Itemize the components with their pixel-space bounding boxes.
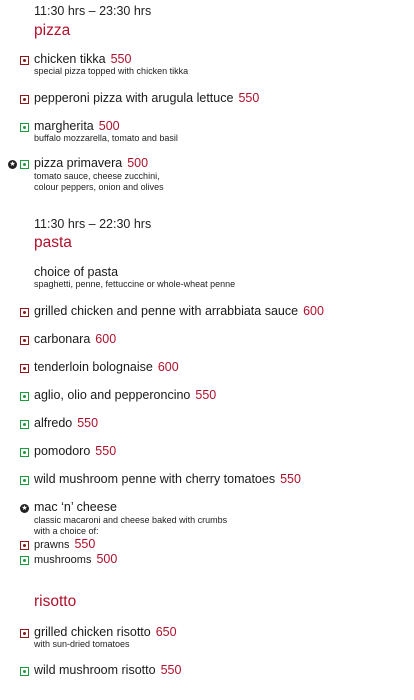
item-price: 600 bbox=[303, 304, 324, 318]
item-price: 550 bbox=[95, 444, 117, 458]
menu-item-grilled-chicken-risotto[interactable] bbox=[34, 625, 177, 639]
item-price: 650 bbox=[155, 625, 177, 639]
item-name: wild mushroom penne with cherry tomatoes bbox=[34, 472, 276, 486]
non-veg-icon bbox=[20, 541, 29, 550]
item-name: grilled chicken and penne with arrabbiata sauce bbox=[34, 304, 299, 318]
menu-option-prawns[interactable] bbox=[34, 537, 95, 551]
item-name: chicken tikka bbox=[34, 52, 106, 66]
item-name: prawns bbox=[34, 539, 70, 551]
menu-item-chicken-tikka[interactable] bbox=[34, 52, 131, 66]
veg-icon bbox=[20, 123, 29, 132]
item-price: 550 bbox=[280, 472, 301, 486]
section-title-pizza: pizza bbox=[34, 22, 71, 39]
item-description: tomato sauce, cheese zucchini, bbox=[34, 171, 160, 181]
special-star-icon: ★ bbox=[21, 504, 28, 512]
choice-of-pasta-description: spaghetti, penne, fettuccine or whole-wheat penne bbox=[34, 279, 236, 289]
item-name: wild mushroom risotto bbox=[34, 663, 156, 677]
pizza-hours: 11:30 hrs – 23:30 hrs bbox=[34, 4, 152, 18]
menu-option-mushrooms[interactable] bbox=[34, 552, 117, 566]
item-name: alfredo bbox=[34, 416, 73, 430]
veg-icon bbox=[20, 556, 29, 565]
special-star-icon: ★ bbox=[9, 160, 16, 168]
non-veg-icon bbox=[20, 629, 29, 638]
menu-item-pizza-primavera[interactable] bbox=[34, 156, 148, 170]
item-name: pizza primavera bbox=[34, 156, 123, 170]
veg-icon bbox=[20, 392, 29, 401]
item-price: 500 bbox=[98, 119, 120, 133]
veg-icon bbox=[20, 420, 29, 429]
item-description: classic macaroni and cheese baked with crumbs bbox=[34, 515, 228, 525]
item-description: colour peppers, onion and olives bbox=[34, 182, 164, 192]
item-price: 550 bbox=[238, 91, 260, 105]
non-veg-icon bbox=[20, 56, 29, 65]
non-veg-icon bbox=[20, 95, 29, 104]
menu-item-wild-mushroom-penne[interactable] bbox=[34, 472, 301, 486]
menu-item-carbonara[interactable] bbox=[34, 332, 116, 346]
item-name: aglio, olio and pepperoncino bbox=[34, 388, 191, 402]
item-price: 500 bbox=[96, 552, 118, 566]
section-title-risotto: risotto bbox=[34, 593, 77, 610]
menu-item-tenderloin-bolognaise[interactable] bbox=[34, 360, 179, 374]
item-price: 550 bbox=[74, 537, 96, 551]
item-name: margherita bbox=[34, 119, 94, 133]
menu-item-wild-mushroom-risotto[interactable] bbox=[34, 663, 181, 677]
item-name: pepperoni pizza with arugula lettuce bbox=[34, 91, 234, 105]
veg-icon bbox=[20, 448, 29, 457]
choice-of-pasta-title: choice of pasta bbox=[34, 265, 119, 279]
menu-item-alfredo[interactable] bbox=[34, 416, 98, 430]
item-name: pomodoro bbox=[34, 444, 91, 458]
menu-item-aglio-olio[interactable] bbox=[34, 388, 216, 402]
item-name: carbonara bbox=[34, 332, 91, 346]
item-price: 500 bbox=[127, 156, 149, 170]
section-title-pasta: pasta bbox=[34, 234, 72, 251]
item-description: buffalo mozzarella, tomato and basil bbox=[34, 133, 178, 143]
item-description: special pizza topped with chicken tikka bbox=[34, 66, 189, 76]
item-description: with a choice of: bbox=[34, 526, 99, 536]
veg-icon bbox=[20, 667, 29, 676]
menu-item-grilled-chicken-penne[interactable] bbox=[34, 304, 324, 318]
item-price: 550 bbox=[77, 416, 99, 430]
non-veg-icon bbox=[20, 336, 29, 345]
pasta-hours: 11:30 hrs – 22:30 hrs bbox=[34, 217, 152, 231]
item-price: 550 bbox=[160, 663, 182, 677]
item-price: 600 bbox=[157, 360, 179, 374]
item-name: grilled chicken risotto bbox=[34, 625, 151, 639]
menu-item-pepperoni[interactable] bbox=[34, 91, 259, 105]
menu-item-mac-n-cheese[interactable]: mac ‘n’ cheese bbox=[34, 500, 117, 514]
non-veg-icon bbox=[20, 364, 29, 373]
item-price: 550 bbox=[110, 52, 132, 66]
item-price: 550 bbox=[195, 388, 217, 402]
item-name: mushrooms bbox=[34, 554, 92, 566]
non-veg-icon bbox=[20, 308, 29, 317]
veg-icon bbox=[20, 476, 29, 485]
item-description: with sun-dried tomatoes bbox=[34, 639, 130, 649]
menu-item-pomodoro[interactable] bbox=[34, 444, 116, 458]
item-name: tenderloin bolognaise bbox=[34, 360, 153, 374]
menu-item-margherita[interactable] bbox=[34, 119, 120, 133]
item-price: 600 bbox=[95, 332, 117, 346]
veg-icon bbox=[20, 160, 29, 169]
